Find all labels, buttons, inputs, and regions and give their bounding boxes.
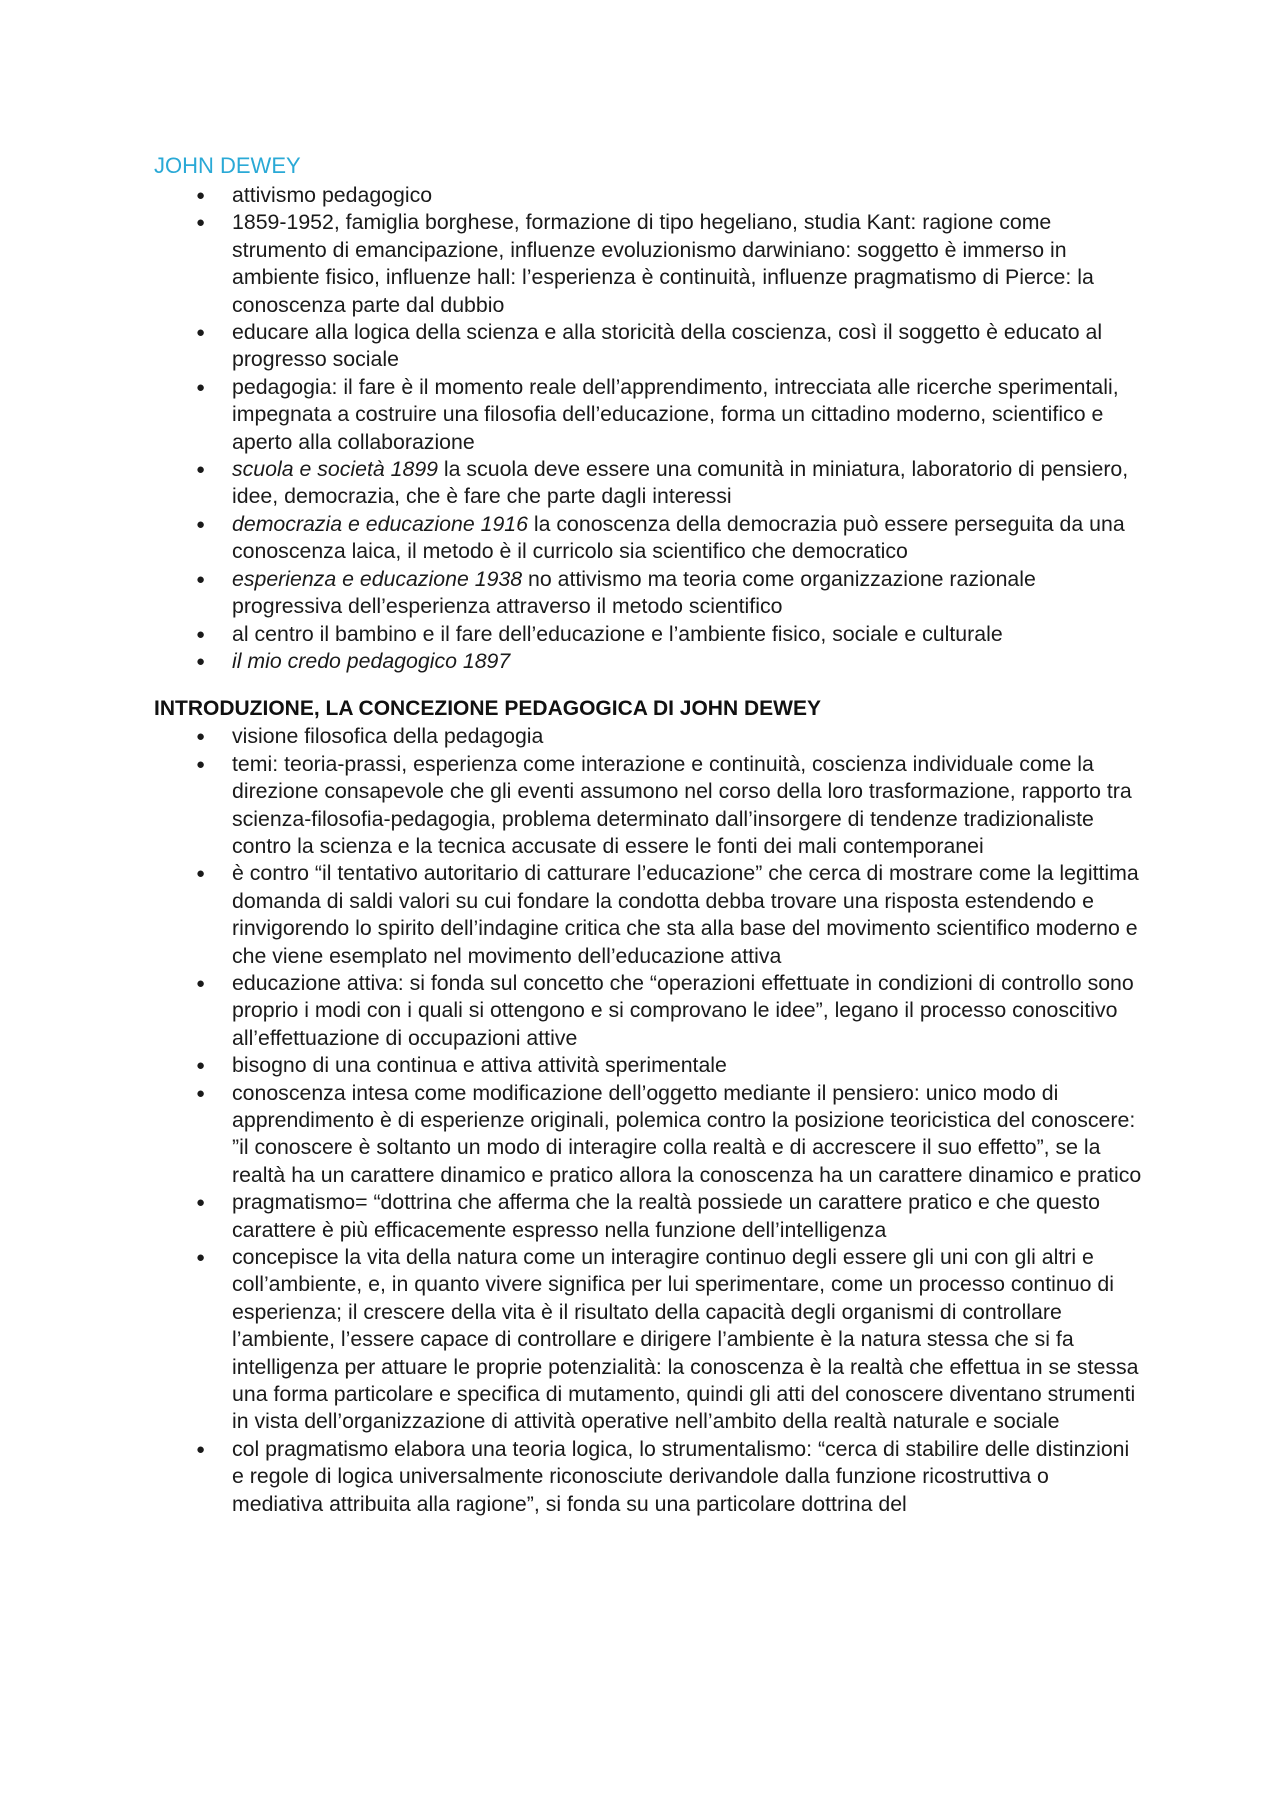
list-item-text: educazione attiva: si fonda sul concetto che “operazioni effettuate in condizioni di controllo sono proprio i modi con i quali si ottengono e si comprovano le idee”, legano il processo conoscitivo all’effettuazione di occupazioni attive — [232, 970, 1134, 1050]
list-item — [154, 319, 1144, 374]
section-title-john-dewey: JOHN DEWEY — [154, 153, 301, 178]
list-item-text: temi: teoria-prassi, esperienza come interazione e continuità, coscienza individuale come la direzione consapevole che gli eventi assumono nel corso della loro trasformazione, rapporto tra scienza-filosofia-pedagogia, problema determinato dall’insorgere di tendenze tradizionaliste contro la scienza e la tecnica accusate di essere le fonti dei mali contemporanei — [232, 751, 1132, 858]
bullet-icon: ● — [196, 974, 206, 992]
list-item — [154, 511, 1144, 566]
bullet-icon: ● — [196, 1057, 206, 1075]
list-item-text: pedagogia: il fare è il momento reale dell’apprendimento, intrecciata alle ricerche sperimentali, impegnata a costruire una filosofia dell’educazione, forma un cittadino moderno, scientifico e aperto alla collaborazione — [232, 374, 1119, 454]
list-item-text: visione filosofica della pedagogia — [232, 724, 544, 749]
list-item — [154, 1436, 1144, 1518]
list-item — [154, 1189, 1144, 1244]
list-item-text: educare alla logica della scienza e alla storicità della coscienza, così il soggetto è educato al progresso sociale — [232, 320, 1103, 372]
bullet-icon: ● — [196, 187, 206, 204]
list-item-text: al centro il bambino e il fare dell’educazione e l’ambiente fisico, sociale e culturale — [232, 621, 1003, 646]
list-item — [154, 209, 1144, 319]
bullet-icon: ● — [196, 1249, 206, 1267]
list-item-italic-title: il mio credo pedagogico 1897 — [232, 648, 511, 673]
list-item — [154, 1244, 1144, 1436]
list-item-italic-title: esperienza e educazione 1938 — [232, 566, 523, 591]
bullet-icon: ● — [196, 570, 206, 588]
bullet-icon: ● — [196, 865, 206, 883]
list-item-text: la conoscenza della democrazia può essere perseguita da una conoscenza laica, il metodo è il curricolo sia scientifico che democratico — [232, 511, 1125, 564]
list-item-text: conoscenza intesa come modificazione dell’oggetto mediante il pensiero: unico modo di apprendimento è di esperienze originali, polemica contro la posizione teoricistica del conoscere: ”il conoscere è soltanto un modo di interagire colla realtà e di accrescere il suo effetto”, se la realtà ha un carattere dinamico e pratico allora la conoscenza ha un carattere dinamico e pratico — [232, 1080, 1142, 1187]
bullet-icon: ● — [196, 515, 206, 533]
list-item — [154, 374, 1144, 456]
list-item-italic-title: scuola e società 1899 — [232, 457, 439, 482]
bullet-icon: ● — [196, 652, 206, 670]
list-item — [154, 1052, 1144, 1079]
list-item — [154, 621, 1144, 648]
list-item-text: col pragmatismo elabora una teoria logica, lo strumentalismo: “cerca di stabilire delle distinzioni e regole di logica universalmente riconosciute derivandole dalla funzione ricostruttiva o mediativa attribuita alla ragione”, si fonda su una particolare dottrina del — [232, 1436, 1130, 1516]
bullet-icon: ● — [196, 755, 206, 773]
bullet-icon: ● — [196, 324, 206, 342]
list-item — [154, 860, 1144, 970]
list-item-italic-title: democrazia e educazione 1916 — [232, 511, 528, 536]
bullet-icon: ● — [196, 214, 206, 232]
list-item — [154, 970, 1144, 1052]
list-item — [154, 648, 1144, 675]
bullet-icon: ● — [196, 625, 206, 643]
list-item — [154, 723, 1144, 750]
list-item — [154, 456, 1144, 511]
list-item-text: pragmatismo= “dottrina che afferma che la realtà possiede un carattere pratico e che questo carattere è più efficacemente espresso nella funzione dell’intelligenza — [232, 1190, 1100, 1242]
list-item — [154, 1080, 1144, 1190]
list-item-text: concepisce la vita della natura come un interagire continuo degli essere gli uni con gli altri e coll’ambiente, e, in quanto vivere significa per lui sperimentare, come un processo continuo di esperienza; il crescere della vita è il risultato della capacità degli organismi di controllare l’ambiente, l’essere capace di controllare e dirigere l’ambiente è la natura stessa che si fa intelligenza per attuare le proprie potenzialità: la conoscenza è la realtà che effettua in se stessa una forma particolare e specifica di mutamento, quindi gli atti del conoscere diventano strumenti in vista dell’organizzazione di attività operative nell’ambito della realtà naturale e sociale — [232, 1245, 1139, 1434]
bullet-icon: ● — [196, 1084, 206, 1102]
list-item — [154, 182, 1144, 209]
bullet-icon: ● — [196, 728, 206, 746]
list-item-text: la scuola deve essere una comunità in miniatura, laboratorio di pensiero, idee, democrazia, che è fare che parte dagli interessi — [232, 457, 1129, 509]
list-item-text: bisogno di una continua e attiva attività sperimentale — [232, 1053, 727, 1078]
section-title-introduzione: INTRODUZIONE, LA CONCEZIONE PEDAGOGICA DI JOHN DEWEY — [154, 697, 821, 721]
bullet-icon: ● — [196, 461, 206, 479]
list-item — [154, 751, 1144, 861]
section2-bullet-list — [154, 723, 1144, 1518]
list-item — [154, 566, 1144, 621]
section1-bullet-list — [154, 182, 1144, 675]
bullet-icon: ● — [196, 378, 206, 396]
bullet-icon: ● — [196, 1194, 206, 1212]
list-item-text: è contro “il tentativo autoritario di catturare l’educazione” che cerca di mostrare come la legittima domanda di saldi valori su cui fondare la condotta debba trovare una risposta estendendo e rinvigorendo lo spirito dell’indagine critica che sta alla base del movimento scientifico moderno e che viene esemplato nel movimento dell’educazione attiva — [232, 861, 1139, 968]
list-item-text: 1859-1952, famiglia borghese, formazione di tipo hegeliano, studia Kant: ragione come strumento di emancipazione, influenze evoluzionismo darwiniano: soggetto è immerso in ambiente fisico, influenze hall: l’esperienza è continuità, influenze pragmatismo di Pierce: la conoscenza parte dal dubbio — [232, 210, 1094, 317]
list-item-text: attivismo pedagogico — [232, 183, 433, 207]
list-item-text: no attivismo ma teoria come organizzazione razionale progressiva dell’esperienza attraverso il metodo scientifico — [232, 566, 1036, 619]
bullet-icon: ● — [196, 1440, 206, 1458]
document-page — [154, 152, 1144, 1518]
